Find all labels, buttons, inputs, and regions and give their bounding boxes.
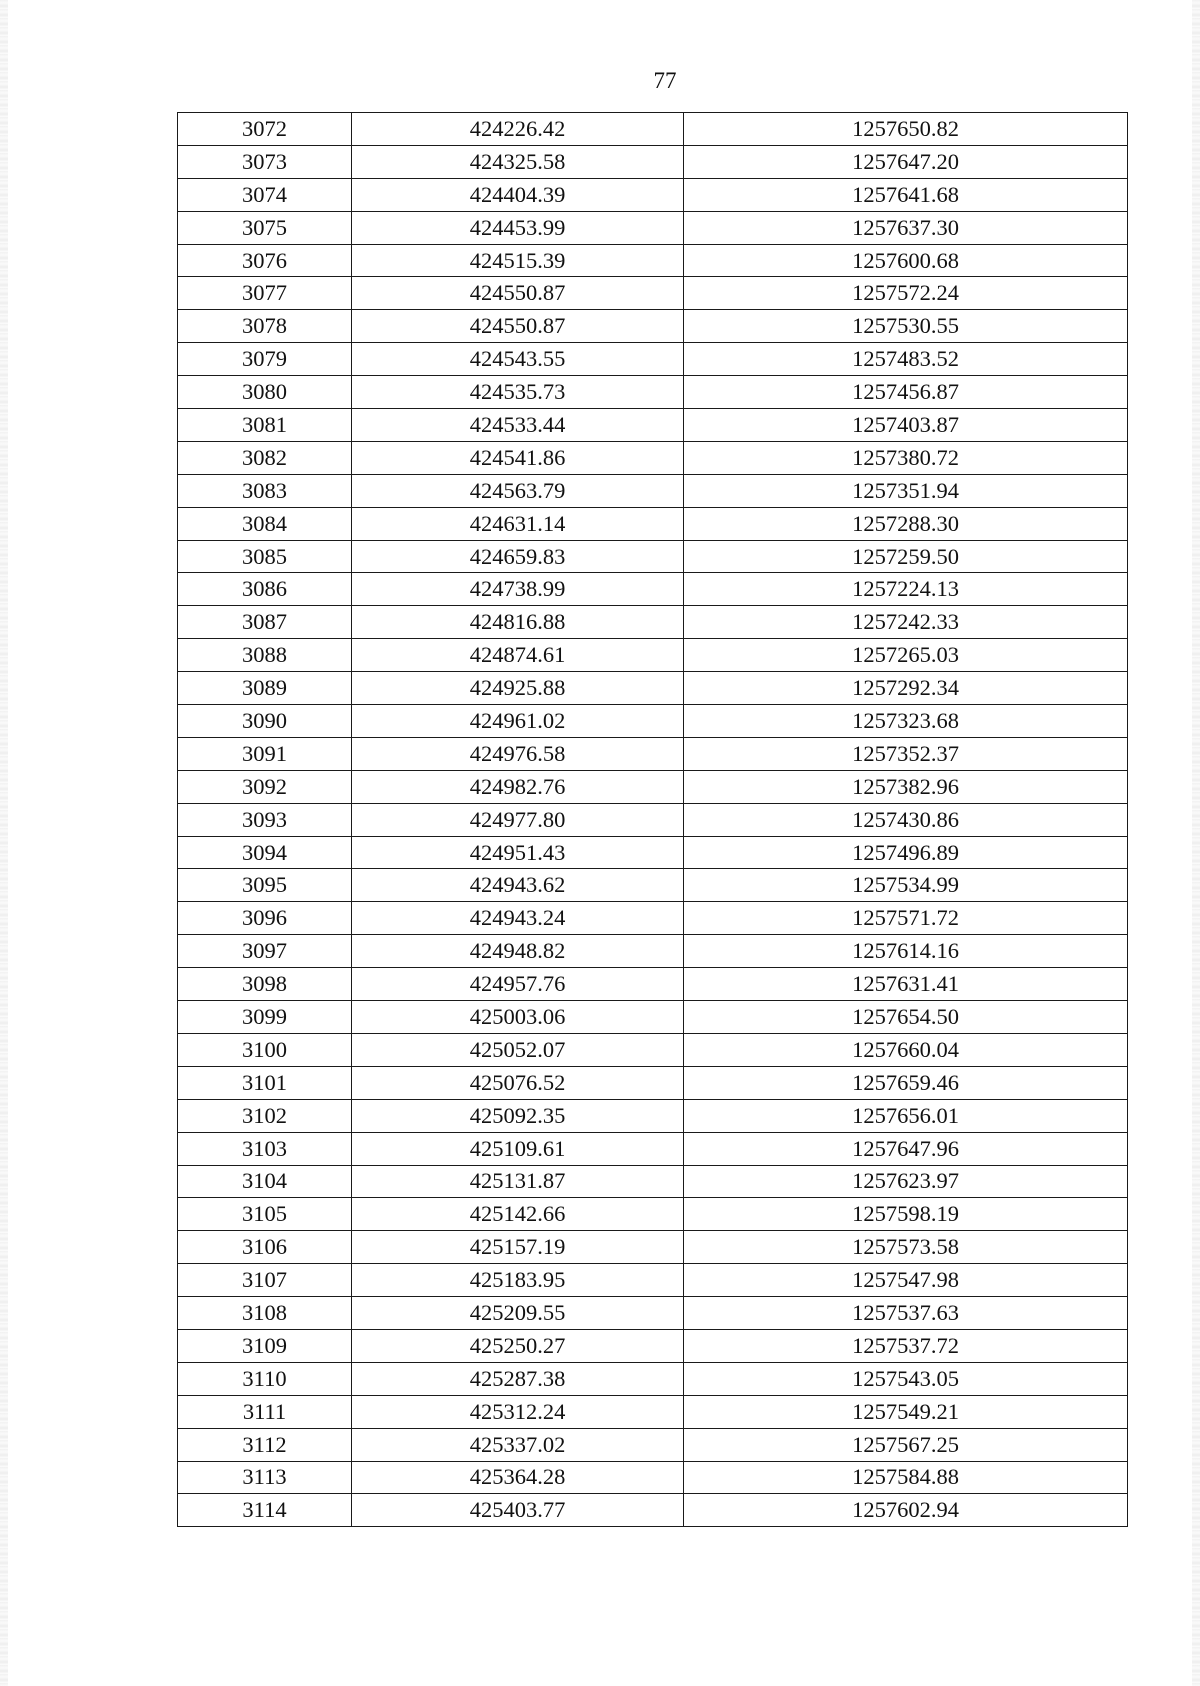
point-number-cell: 3083 (178, 474, 352, 507)
point-number-cell: 3073 (178, 145, 352, 178)
x-coordinate-cell: 425403.77 (352, 1494, 684, 1527)
point-number-cell: 3093 (178, 803, 352, 836)
x-coordinate-cell: 424951.43 (352, 836, 684, 869)
x-coordinate-cell: 425142.66 (352, 1198, 684, 1231)
y-coordinate-cell: 1257623.97 (684, 1165, 1128, 1198)
y-coordinate-cell: 1257352.37 (684, 737, 1128, 770)
table-row (178, 277, 1128, 310)
table-row (178, 1165, 1128, 1198)
table-row (178, 935, 1128, 968)
y-coordinate-cell: 1257530.55 (684, 310, 1128, 343)
y-coordinate-cell: 1257265.03 (684, 639, 1128, 672)
table-row (178, 474, 1128, 507)
x-coordinate-cell: 424453.99 (352, 211, 684, 244)
point-number-cell: 3106 (178, 1231, 352, 1264)
x-coordinate-cell: 425076.52 (352, 1066, 684, 1099)
table-row (178, 211, 1128, 244)
scan-edge-right (1192, 0, 1200, 1686)
x-coordinate-cell: 425092.35 (352, 1099, 684, 1132)
x-coordinate-cell: 424550.87 (352, 310, 684, 343)
table-row (178, 606, 1128, 639)
point-number-cell: 3109 (178, 1329, 352, 1362)
y-coordinate-cell: 1257573.58 (684, 1231, 1128, 1264)
x-coordinate-cell: 425183.95 (352, 1264, 684, 1297)
table-row (178, 1494, 1128, 1527)
point-number-cell: 3075 (178, 211, 352, 244)
x-coordinate-cell: 425312.24 (352, 1395, 684, 1428)
y-coordinate-cell: 1257456.87 (684, 376, 1128, 409)
y-coordinate-cell: 1257292.34 (684, 672, 1128, 705)
y-coordinate-cell: 1257571.72 (684, 902, 1128, 935)
y-coordinate-cell: 1257650.82 (684, 113, 1128, 146)
table-row (178, 113, 1128, 146)
point-number-cell: 3095 (178, 869, 352, 902)
table-row (178, 573, 1128, 606)
point-number-cell: 3087 (178, 606, 352, 639)
table-row (178, 1297, 1128, 1330)
table-row (178, 178, 1128, 211)
x-coordinate-cell: 424226.42 (352, 113, 684, 146)
table-row (178, 507, 1128, 540)
page-number: 77 (653, 68, 677, 93)
table-row (178, 1066, 1128, 1099)
point-number-cell: 3089 (178, 672, 352, 705)
y-coordinate-cell: 1257656.01 (684, 1099, 1128, 1132)
x-coordinate-cell: 424541.86 (352, 441, 684, 474)
y-coordinate-cell: 1257537.63 (684, 1297, 1128, 1330)
point-number-cell: 3107 (178, 1264, 352, 1297)
point-number-cell: 3085 (178, 540, 352, 573)
point-number-cell: 3084 (178, 507, 352, 540)
y-coordinate-cell: 1257483.52 (684, 343, 1128, 376)
y-coordinate-cell: 1257380.72 (684, 441, 1128, 474)
table-row (178, 672, 1128, 705)
y-coordinate-cell: 1257403.87 (684, 409, 1128, 442)
y-coordinate-cell: 1257567.25 (684, 1428, 1128, 1461)
y-coordinate-cell: 1257543.05 (684, 1362, 1128, 1395)
x-coordinate-cell: 424816.88 (352, 606, 684, 639)
y-coordinate-cell: 1257496.89 (684, 836, 1128, 869)
table-row (178, 1428, 1128, 1461)
point-number-cell: 3077 (178, 277, 352, 310)
y-coordinate-cell: 1257600.68 (684, 244, 1128, 277)
y-coordinate-cell: 1257534.99 (684, 869, 1128, 902)
y-coordinate-cell: 1257547.98 (684, 1264, 1128, 1297)
table-row (178, 376, 1128, 409)
x-coordinate-cell: 424943.62 (352, 869, 684, 902)
y-coordinate-cell: 1257288.30 (684, 507, 1128, 540)
point-number-cell: 3094 (178, 836, 352, 869)
x-coordinate-cell: 424563.79 (352, 474, 684, 507)
point-number-cell: 3088 (178, 639, 352, 672)
point-number-cell: 3102 (178, 1099, 352, 1132)
table-row (178, 1395, 1128, 1428)
table-row (178, 145, 1128, 178)
scan-edge-left (0, 0, 8, 1686)
y-coordinate-cell: 1257659.46 (684, 1066, 1128, 1099)
table-row (178, 705, 1128, 738)
y-coordinate-cell: 1257602.94 (684, 1494, 1128, 1527)
y-coordinate-cell: 1257549.21 (684, 1395, 1128, 1428)
y-coordinate-cell: 1257598.19 (684, 1198, 1128, 1231)
point-number-cell: 3099 (178, 1001, 352, 1034)
table-row (178, 902, 1128, 935)
x-coordinate-cell: 424976.58 (352, 737, 684, 770)
y-coordinate-cell: 1257430.86 (684, 803, 1128, 836)
table-row (178, 1033, 1128, 1066)
point-number-cell: 3090 (178, 705, 352, 738)
point-number-cell: 3079 (178, 343, 352, 376)
table-row (178, 1362, 1128, 1395)
y-coordinate-cell: 1257382.96 (684, 770, 1128, 803)
x-coordinate-cell: 424925.88 (352, 672, 684, 705)
x-coordinate-cell: 425109.61 (352, 1132, 684, 1165)
point-number-cell: 3080 (178, 376, 352, 409)
table-row (178, 1231, 1128, 1264)
y-coordinate-cell: 1257660.04 (684, 1033, 1128, 1066)
table-row (178, 310, 1128, 343)
point-number-cell: 3112 (178, 1428, 352, 1461)
point-number-cell: 3114 (178, 1494, 352, 1527)
point-number-cell: 3101 (178, 1066, 352, 1099)
y-coordinate-cell: 1257647.20 (684, 145, 1128, 178)
y-coordinate-cell: 1257637.30 (684, 211, 1128, 244)
point-number-cell: 3074 (178, 178, 352, 211)
x-coordinate-cell: 424982.76 (352, 770, 684, 803)
table-row (178, 441, 1128, 474)
x-coordinate-cell: 424943.24 (352, 902, 684, 935)
x-coordinate-cell: 424533.44 (352, 409, 684, 442)
point-number-cell: 3105 (178, 1198, 352, 1231)
x-coordinate-cell: 424535.73 (352, 376, 684, 409)
y-coordinate-cell: 1257242.33 (684, 606, 1128, 639)
y-coordinate-cell: 1257259.50 (684, 540, 1128, 573)
point-number-cell: 3072 (178, 113, 352, 146)
y-coordinate-cell: 1257572.24 (684, 277, 1128, 310)
y-coordinate-cell: 1257584.88 (684, 1461, 1128, 1494)
x-coordinate-cell: 424550.87 (352, 277, 684, 310)
point-number-cell: 3081 (178, 409, 352, 442)
y-coordinate-cell: 1257647.96 (684, 1132, 1128, 1165)
x-coordinate-cell: 425157.19 (352, 1231, 684, 1264)
table-row (178, 803, 1128, 836)
x-coordinate-cell: 424515.39 (352, 244, 684, 277)
x-coordinate-cell: 424659.83 (352, 540, 684, 573)
table-row (178, 1461, 1128, 1494)
x-coordinate-cell: 425003.06 (352, 1001, 684, 1034)
coordinate-table-body (178, 113, 1128, 1527)
table-row (178, 1099, 1128, 1132)
table-row (178, 836, 1128, 869)
table-row (178, 1264, 1128, 1297)
y-coordinate-cell: 1257614.16 (684, 935, 1128, 968)
x-coordinate-cell: 425337.02 (352, 1428, 684, 1461)
x-coordinate-cell: 424738.99 (352, 573, 684, 606)
point-number-cell: 3103 (178, 1132, 352, 1165)
x-coordinate-cell: 424961.02 (352, 705, 684, 738)
point-number-cell: 3110 (178, 1362, 352, 1395)
y-coordinate-cell: 1257323.68 (684, 705, 1128, 738)
y-coordinate-cell: 1257224.13 (684, 573, 1128, 606)
y-coordinate-cell: 1257631.41 (684, 968, 1128, 1001)
point-number-cell: 3076 (178, 244, 352, 277)
y-coordinate-cell: 1257641.68 (684, 178, 1128, 211)
table-row (178, 1329, 1128, 1362)
point-number-cell: 3111 (178, 1395, 352, 1428)
table-row (178, 343, 1128, 376)
table-row (178, 1001, 1128, 1034)
point-number-cell: 3096 (178, 902, 352, 935)
table-row (178, 639, 1128, 672)
x-coordinate-cell: 424404.39 (352, 178, 684, 211)
x-coordinate-cell: 424948.82 (352, 935, 684, 968)
x-coordinate-cell: 425131.87 (352, 1165, 684, 1198)
x-coordinate-cell: 425250.27 (352, 1329, 684, 1362)
x-coordinate-cell: 424874.61 (352, 639, 684, 672)
point-number-cell: 3091 (178, 737, 352, 770)
point-number-cell: 3098 (178, 968, 352, 1001)
coordinate-table (177, 112, 1128, 1527)
point-number-cell: 3108 (178, 1297, 352, 1330)
point-number-cell: 3113 (178, 1461, 352, 1494)
point-number-cell: 3097 (178, 935, 352, 968)
x-coordinate-cell: 425052.07 (352, 1033, 684, 1066)
x-coordinate-cell: 424631.14 (352, 507, 684, 540)
table-row (178, 968, 1128, 1001)
x-coordinate-cell: 424543.55 (352, 343, 684, 376)
table-row (178, 540, 1128, 573)
table-row (178, 244, 1128, 277)
x-coordinate-cell: 424957.76 (352, 968, 684, 1001)
table-row (178, 869, 1128, 902)
y-coordinate-cell: 1257351.94 (684, 474, 1128, 507)
y-coordinate-cell: 1257654.50 (684, 1001, 1128, 1034)
x-coordinate-cell: 425364.28 (352, 1461, 684, 1494)
point-number-cell: 3104 (178, 1165, 352, 1198)
table-row (178, 409, 1128, 442)
x-coordinate-cell: 424325.58 (352, 145, 684, 178)
x-coordinate-cell: 424977.80 (352, 803, 684, 836)
table-row (178, 770, 1128, 803)
point-number-cell: 3086 (178, 573, 352, 606)
point-number-cell: 3082 (178, 441, 352, 474)
table-row (178, 1198, 1128, 1231)
point-number-cell: 3078 (178, 310, 352, 343)
table-row (178, 1132, 1128, 1165)
point-number-cell: 3100 (178, 1033, 352, 1066)
y-coordinate-cell: 1257537.72 (684, 1329, 1128, 1362)
x-coordinate-cell: 425209.55 (352, 1297, 684, 1330)
table-row (178, 737, 1128, 770)
x-coordinate-cell: 425287.38 (352, 1362, 684, 1395)
point-number-cell: 3092 (178, 770, 352, 803)
